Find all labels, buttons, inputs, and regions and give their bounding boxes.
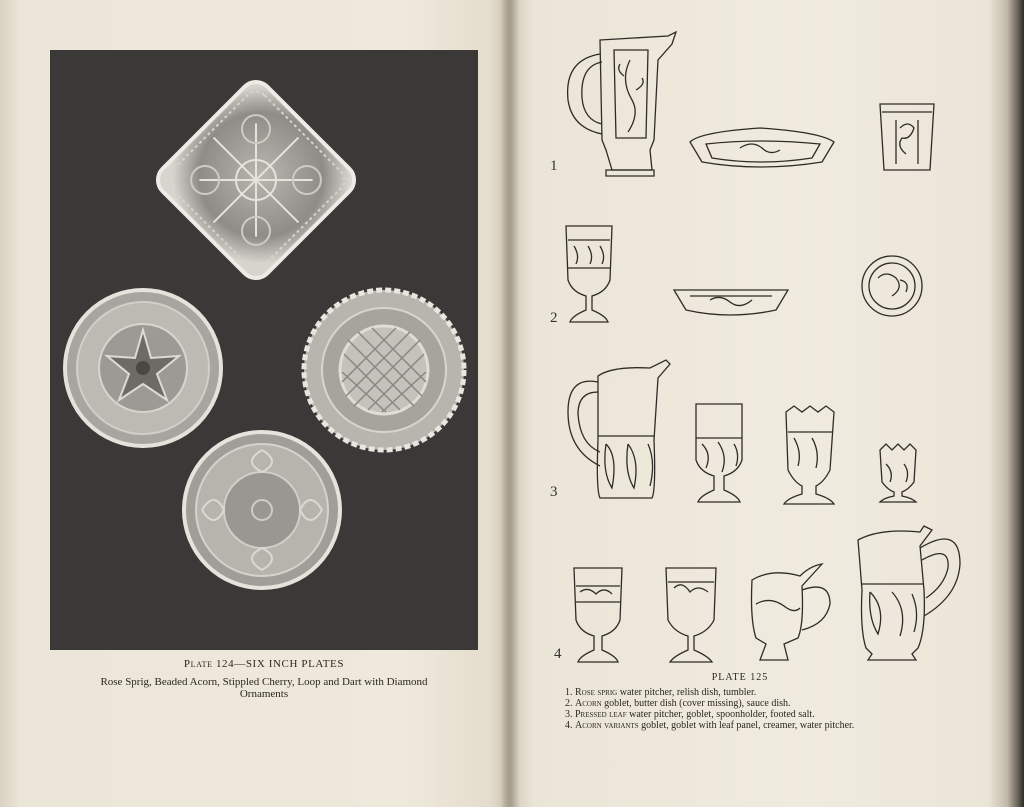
right-caption [565, 672, 965, 731]
glass-square-dish-illustration [151, 75, 360, 284]
rose-sprig-water-pitcher-drawing [568, 32, 676, 176]
glassware-drawings [540, 20, 980, 670]
book-gutter [500, 0, 520, 807]
left-caption [50, 658, 478, 700]
line-drawing-glassware [540, 20, 980, 670]
legend-item: 1. Rose sprig water pitcher, relish dish, tumbler. [565, 687, 757, 698]
legend-item: 4. Acorn variants goblet, goblet with leaf panel, creamer, water pitcher. [565, 720, 855, 731]
acorn-goblet-drawing [566, 226, 612, 322]
row-number-2: 2 [550, 310, 558, 326]
acorn-creamer-drawing [752, 564, 831, 660]
row-number-1: 1 [550, 158, 558, 174]
pressed-leaf-water-pitcher-drawing [568, 360, 670, 498]
glass-loop-plate-illustration [184, 432, 340, 588]
pressed-leaf-goblet-drawing [696, 404, 742, 502]
plates-photograph [50, 50, 478, 650]
acorn-butter-dish-drawing [674, 290, 788, 315]
legend-item: 2. Acorn goblet, butter dish (cover missing), sauce dish. [565, 698, 791, 709]
row-number-3: 3 [550, 484, 558, 500]
acorn-variant-goblet-drawing [574, 568, 622, 662]
plate-124-title: Plate 124—SIX INCH PLATES [183, 658, 345, 670]
rose-sprig-relish-dish-drawing [690, 128, 834, 167]
legend-item: 3. Pressed leaf water pitcher, goblet, spoonholder, footed salt. [565, 709, 815, 720]
page-edge [1008, 0, 1024, 807]
glass-diamond-plate-illustration [304, 290, 464, 450]
pressed-leaf-spoonholder-drawing [784, 406, 834, 504]
plate-125-title: PLATE 125 [711, 672, 769, 683]
plate-125-legend [565, 687, 965, 731]
rose-sprig-tumbler-drawing [880, 104, 934, 170]
plate-124-description: Rose Sprig, Beaded Acorn, Stippled Cherry, Loop and Dart with Diamond Ornaments [100, 676, 428, 700]
acorn-leaf-panel-goblet-drawing [666, 568, 716, 662]
row-number-4: 4 [554, 646, 562, 662]
acorn-variant-water-pitcher-drawing [858, 526, 960, 660]
glass-star-plate-illustration [65, 290, 221, 446]
acorn-sauce-dish-drawing [862, 256, 922, 316]
pressed-leaf-footed-salt-drawing [880, 444, 916, 502]
